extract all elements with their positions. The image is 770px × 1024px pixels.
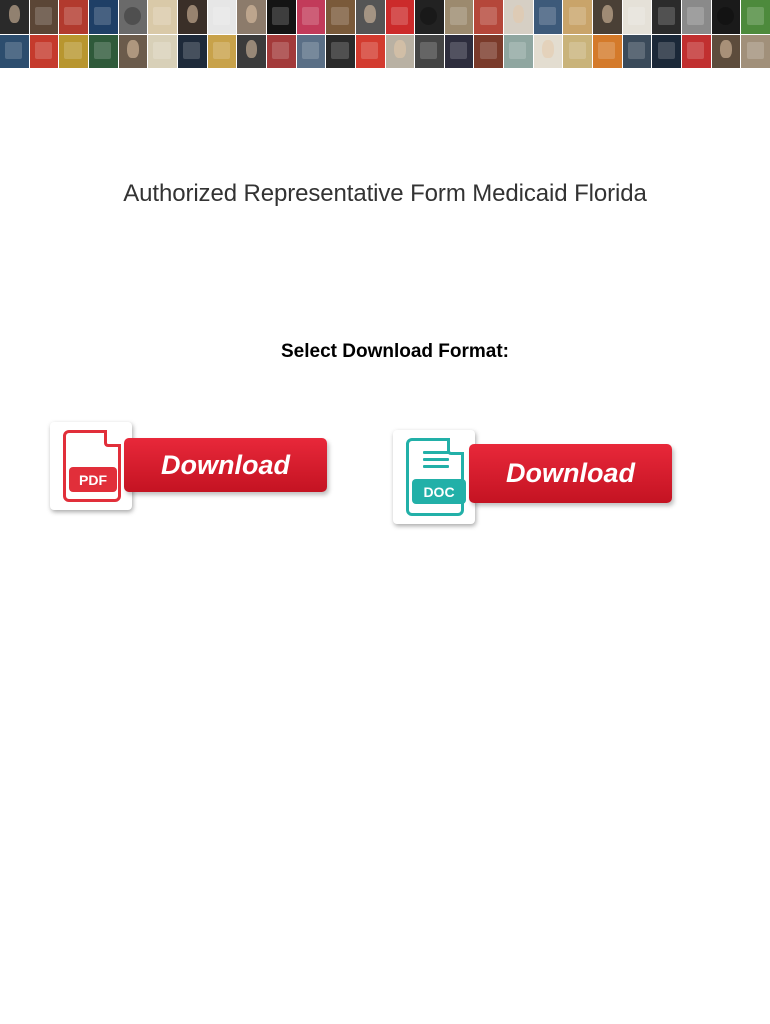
banner-tile — [682, 0, 711, 34]
banner-tile — [30, 35, 59, 69]
banner-tile — [415, 0, 444, 34]
banner-tile — [237, 35, 266, 69]
banner-tile — [386, 35, 415, 69]
banner-tile — [148, 0, 177, 34]
banner-tile — [534, 35, 563, 69]
banner-tile — [356, 0, 385, 34]
doc-download-button[interactable]: Download — [469, 444, 672, 503]
doc-download-option[interactable] — [393, 428, 677, 528]
banner-tile — [534, 0, 563, 34]
pdf-badge: PDF — [69, 467, 117, 492]
banner-tile — [178, 35, 207, 69]
banner-tile — [0, 35, 29, 69]
select-format-label: Select Download Format: — [280, 341, 510, 362]
pdf-download-option[interactable] — [50, 422, 332, 514]
banner-tile — [445, 0, 474, 34]
text-lines-icon — [423, 451, 449, 472]
banner-tile — [652, 0, 681, 34]
banner-tile — [237, 0, 266, 34]
banner-tile — [89, 0, 118, 34]
banner-tile — [89, 35, 118, 69]
banner-tile — [148, 35, 177, 69]
banner-tile — [178, 0, 207, 34]
banner-tile — [326, 35, 355, 69]
page-title: Authorized Representative Form Medicaid Florida — [123, 180, 647, 207]
banner-tile — [59, 35, 88, 69]
banner-tile — [59, 0, 88, 34]
page-fold-icon — [104, 430, 121, 447]
banner-tile — [623, 0, 652, 34]
banner-tile — [652, 35, 681, 69]
page-fold-icon — [447, 438, 464, 455]
doc-badge: DOC — [412, 479, 466, 504]
doc-sheet — [406, 438, 464, 516]
pdf-sheet — [63, 430, 121, 502]
banner-tile — [474, 0, 503, 34]
banner-tile — [682, 35, 711, 69]
banner-tile — [504, 0, 533, 34]
banner-tile — [30, 0, 59, 34]
banner-tile — [208, 0, 237, 34]
banner-tile — [119, 0, 148, 34]
banner-tile — [712, 35, 741, 69]
banner-tile — [267, 0, 296, 34]
banner-tile — [593, 35, 622, 69]
doc-file-icon — [393, 430, 475, 524]
banner-tile — [504, 35, 533, 69]
banner-tile — [356, 35, 385, 69]
banner-tile — [415, 35, 444, 69]
banner-tile — [593, 0, 622, 34]
banner-tile — [297, 0, 326, 34]
pdf-download-button[interactable]: Download — [124, 438, 327, 492]
banner-tile — [208, 35, 237, 69]
banner-tile — [563, 0, 592, 34]
banner-tile — [386, 0, 415, 34]
banner-tile — [563, 35, 592, 69]
banner-tile — [445, 35, 474, 69]
banner-tile — [623, 35, 652, 69]
banner-tile — [741, 35, 770, 69]
banner-tile — [0, 0, 29, 34]
banner-tile — [326, 0, 355, 34]
banner-tile — [474, 35, 503, 69]
banner-tile — [119, 35, 148, 69]
banner-tile — [712, 0, 741, 34]
banner-tile — [741, 0, 770, 34]
album-cover-banner — [0, 0, 770, 68]
pdf-file-icon — [50, 422, 132, 510]
banner-tile — [267, 35, 296, 69]
banner-tile — [297, 35, 326, 69]
